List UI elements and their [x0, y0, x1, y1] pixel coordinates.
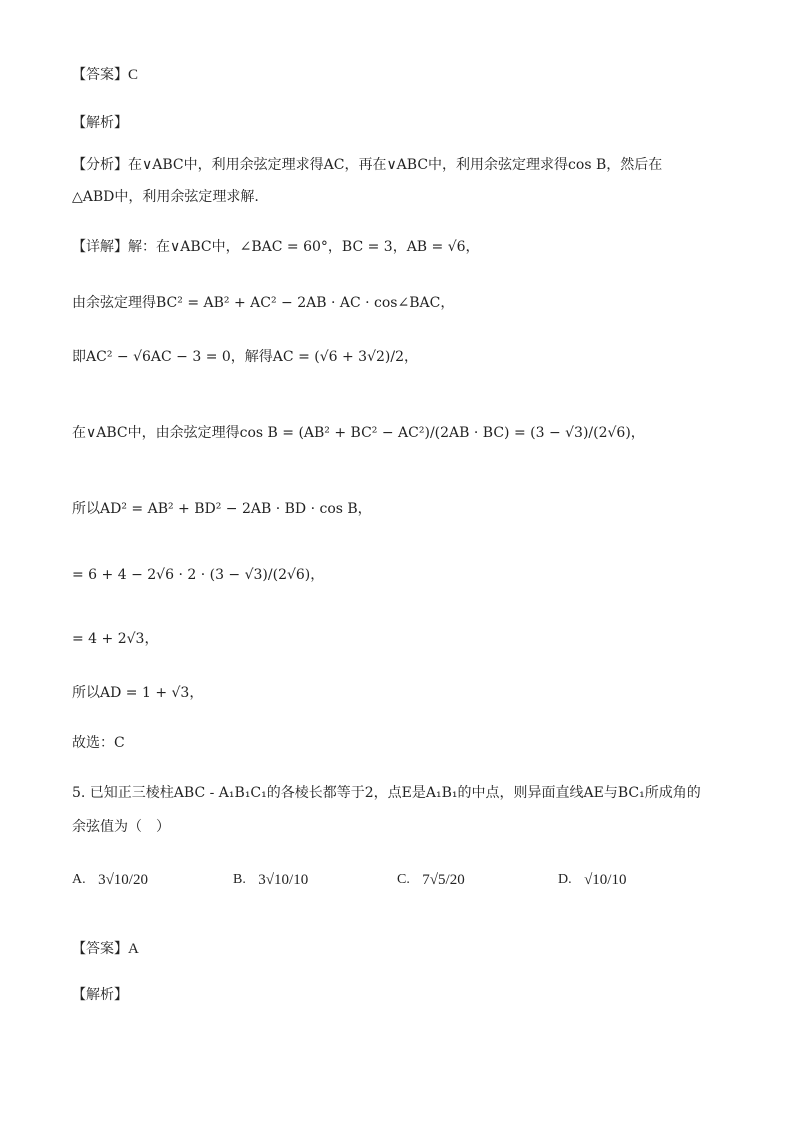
q5-analysis-heading — [72, 986, 128, 1004]
q4-step3 — [72, 348, 418, 366]
q4-step4 — [72, 424, 645, 442]
q5-answer-line — [72, 940, 139, 958]
option-value: 7√5/20 — [422, 872, 465, 888]
q4-fenxi-line1 — [72, 156, 662, 174]
option-label: C. — [397, 872, 410, 887]
q4-step6 — [72, 566, 324, 584]
step1-text: 解：在∨ABC中，∠BAC = 60°，BC = 3，AB = √6， — [128, 239, 480, 255]
step5-text: 所以AD² = AB² + BD² − 2AB · BD · cos B， — [72, 501, 372, 517]
analysis-tag: 【解析】 — [72, 115, 128, 131]
q4-answer-value: C — [128, 67, 139, 83]
step7-text: = 4 + 2√3， — [72, 631, 159, 647]
step3-text: 即AC² − √6AC − 3 = 0，解得AC = (√6 + 3√2)/2， — [72, 349, 418, 365]
option-label: D. — [558, 872, 572, 887]
q4-step8 — [72, 684, 203, 702]
answer-tag: 【答案】 — [72, 941, 128, 957]
q4-step1 — [72, 238, 480, 256]
q5-option-a[interactable] — [72, 872, 148, 889]
xiangjie-tag: 【详解】 — [72, 239, 128, 255]
q5-stem-text-2: 余弦值为（ ） — [72, 819, 170, 835]
q4-fenxi-line2 — [72, 188, 259, 206]
step6-text: = 6 + 4 − 2√6 · 2 · (3 − √3)/(2√6)， — [72, 567, 325, 583]
q5-option-d[interactable] — [558, 872, 626, 889]
q4-analysis-heading — [72, 114, 128, 132]
option-label: A. — [72, 872, 86, 887]
fenxi-tag: 【分析】 — [72, 157, 128, 173]
step8-text: 所以AD = 1 + √3， — [72, 685, 204, 701]
q4-answer-line — [72, 66, 138, 84]
option-label: B. — [233, 872, 246, 887]
q4-step7 — [72, 630, 158, 648]
fenxi-text-1: 在∨ABC中，利用余弦定理求得AC，再在∨ABC中，利用余弦定理求得cos B，然后在 — [128, 157, 663, 173]
step4-text: 在∨ABC中，由余弦定理得cos B = (AB² + BC² − AC²)/(2AB · BC) = (3 − √3)/(2√6)， — [72, 425, 645, 441]
q5-answer-value: A — [128, 941, 139, 957]
analysis-tag: 【解析】 — [72, 987, 128, 1003]
q5-stem-line1 — [72, 784, 701, 802]
q5-stem-line2 — [72, 818, 170, 836]
option-value: 3√10/10 — [258, 872, 309, 888]
answer-tag: 【答案】 — [72, 67, 128, 83]
step2-text: 由余弦定理得BC² = AB² + AC² − 2AB · AC · cos∠BAC， — [72, 295, 455, 311]
conclusion-text: 故选：C — [72, 735, 125, 751]
q4-step5 — [72, 500, 372, 518]
q5-option-c[interactable] — [397, 872, 465, 889]
option-value: 3√10/20 — [98, 872, 148, 888]
fenxi-text-2: △ABD中，利用余弦定理求解. — [72, 189, 259, 205]
q5-option-b[interactable] — [233, 872, 308, 889]
q4-step2 — [72, 294, 454, 312]
option-value: √10/10 — [584, 872, 627, 888]
q5-stem-text-1: 5. 已知正三棱柱ABC - A₁B₁C₁的各棱长都等于2，点E是A₁B₁的中点，则异面直线AE与BC₁所成角的 — [72, 785, 701, 801]
q4-conclusion — [72, 734, 125, 752]
